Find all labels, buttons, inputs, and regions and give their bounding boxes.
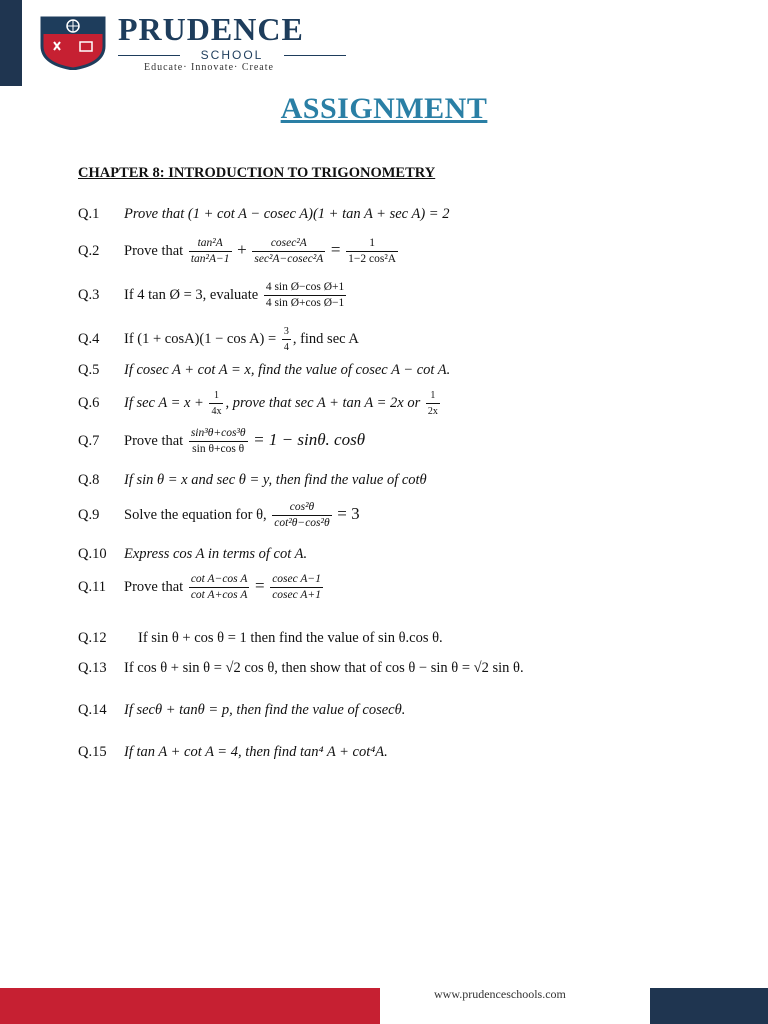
footer-red-bar (0, 988, 380, 1024)
question-4: Q.4 If (1 + cosA)(1 − cos A) = $\frac{3}{4}$ , find sec A (78, 326, 359, 353)
question-2: Q.2 Prove that $\frac{\text{tan²A}}{\text{tan²A−1}}$ + $\frac{\text{cosec²A}}{\text{sec²A−cosec²A}}$ = $\frac{1}{\text{1−2 cos²A}}$ (78, 237, 397, 265)
question-13: Q.13 If cos θ + sin θ = √2 cos θ, then show that of cos θ − sin θ = √2 sin θ. (78, 660, 524, 676)
question-5: Q.5 If cosec A + cot A = x, find the value of cosec A − cot A. (78, 362, 451, 378)
question-12: Q.12 If sin θ + cos θ = 1 then find the value of sin θ.cos θ. (78, 630, 443, 646)
tagline: Educate· Innovate· Create (144, 62, 274, 73)
question-10: Q.10 Express cos A in terms of cot A. (78, 546, 308, 562)
question-6: Q.6 If sec A = x + $\frac{1}{4x}$ , prove that sec A + tan A = 2x or $\frac{1}{2x}$ (78, 390, 438, 417)
question-9: Q.9 Solve the equation for θ, $\frac{\text{cos²θ}}{\text{cot²θ−cos²θ}}$ = 3 (78, 501, 360, 529)
question-1: Q.1 Prove that (1 + cot A − cosec A)(1 + tan A + sec A) = 2 (78, 206, 450, 222)
footer-blue-bar (650, 988, 768, 1024)
question-15: Q.15 If tan A + cot A = 4, then find tan⁴ A + cot⁴A. (78, 744, 388, 760)
school-logo (40, 12, 350, 72)
question-14: Q.14 If secθ + tanθ = p, then find the value of cosecθ. (78, 702, 406, 718)
school-subtitle: SCHOOL (118, 48, 346, 62)
question-11: Q.11 Prove that $\frac{\text{cot A−cos A}}{\text{cot A+cos A}}$ = $\frac{\text{cosec A−1}}{\text{cosec A+1}}$ (78, 573, 321, 601)
question-8: Q.8 If sin θ = x and sec θ = y, then find the value of cotθ (78, 472, 427, 488)
page-title: ASSIGNMENT (280, 92, 488, 125)
brand-name: PRUDENCE (118, 11, 304, 47)
chapter-heading: CHAPTER 8: INTRODUCTION TO TRIGONOMETRY (78, 165, 436, 181)
question-3: Q.3 If 4 tan Ø = 3, evaluate $\frac{\text{4 sin Ø−cos Ø+1}}{\text{4 sin Ø+cos Ø−1}}$ (78, 281, 345, 309)
footer-website: www.prudenceschools.com (434, 987, 566, 1001)
crest-icon (40, 16, 106, 70)
header-corner-bar (0, 0, 22, 86)
question-7: Q.7 Prove that $\frac{\text{sin³θ+cos³θ}}{\text{sin θ+cos θ}}$ = 1 − sinθ. cosθ (78, 427, 366, 455)
